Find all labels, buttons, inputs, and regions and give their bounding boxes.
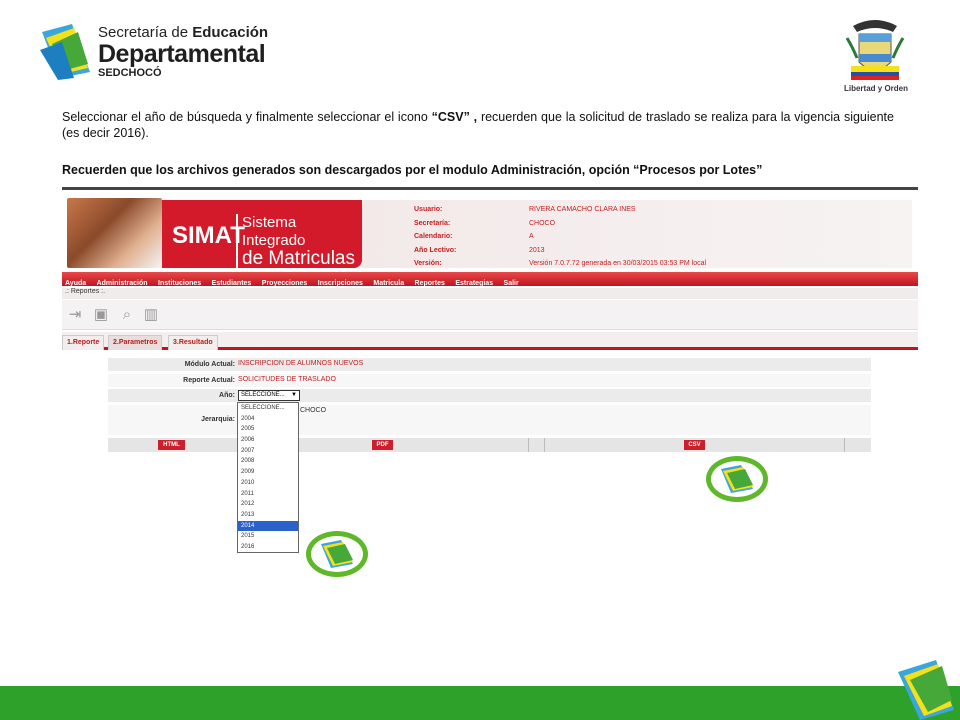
modulo-value: INSCRIPCION DE ALUMNOS NUEVOS [238,360,364,367]
sed-choco-logo [38,20,278,82]
simat-banner [62,196,918,272]
menu-instituciones[interactable]: Instituciones [158,280,202,287]
info-value: A [529,233,534,240]
main-menu [62,272,918,286]
menu-administracion[interactable]: Administración [96,280,148,287]
menu-reportes[interactable]: Reportes [414,280,445,287]
menu-proyecciones[interactable]: Proyecciones [261,280,308,287]
reporte-label: Reporte Actual: [183,377,235,384]
info-row [414,220,706,234]
menu-estudiantes[interactable]: Estudiantes [211,280,252,287]
menu-estrategias[interactable]: Estrategias [455,280,494,287]
simat-sub1: Sistema Integrado [242,214,306,249]
html-button[interactable]: HTML [158,440,185,450]
simat-screenshot [62,187,918,353]
import-icon[interactable]: ⇥ [68,306,82,323]
crest-caption: Libertad y Orden [843,84,908,93]
dropdown-option[interactable]: 2009 [241,469,255,476]
reporte-value: SOLICITUDES DE TRASLADO [238,376,336,383]
dropdown-option[interactable]: 2016 [241,543,255,550]
pdf-button[interactable]: PDF [372,440,393,450]
anio-select[interactable] [238,390,300,401]
anio-select-value: SELECCIONE... [241,392,285,398]
anio-row [108,389,871,402]
user-info [414,206,706,274]
dropdown-option-selected[interactable]: 2014 [238,521,298,532]
dropdown-option[interactable]: 2006 [241,437,255,444]
footer-logo-icon [896,650,960,720]
anio-dropdown-list [237,402,299,553]
tabs [62,332,918,350]
search-icon[interactable]: ⌕ [122,306,132,323]
simat-subtitle [236,214,362,268]
simat-sub2: de Matriculas [242,248,355,269]
info-value: 2013 [529,246,545,254]
info-label: Secretaría: [414,219,451,227]
simat-logo [162,200,362,268]
simat-word: SIMAT [172,222,245,249]
logo-subtitle: SEDCHOCÓ [98,67,162,79]
reporte-row [108,374,871,387]
save-icon[interactable]: ▣ [93,306,109,323]
instruction-note: Recuerden que los archivos generados son descargados por el modulo Administración, opción “Procesos por Lotes” [62,163,763,177]
dropdown-option[interactable]: 2004 [241,415,255,422]
dropdown-option[interactable]: 2010 [241,479,255,486]
instruction-text-b: recuerden que la solicitud de traslado se realiza para la vigencia siguiente (es decir 2016). [62,110,894,140]
divider [544,438,545,452]
divider [528,438,529,452]
info-row [414,233,706,247]
year-highlight-circle [306,531,368,577]
export-buttons-row [108,438,871,452]
csv-button[interactable]: CSV [684,440,705,450]
dropdown-option[interactable]: 2012 [241,501,255,508]
info-row [414,247,706,261]
info-value: RIVERA CAMACHO CLARA INES [529,206,636,213]
dropdown-option[interactable]: SELECCIONE... [241,405,285,411]
footer-bar [0,686,960,720]
modulo-row [108,358,871,371]
csv-highlight-circle [706,456,768,502]
dropdown-option[interactable]: 2008 [241,458,255,465]
info-value: Versión 7.0.7.72 generada en 30/03/2015 03:53 PM local [529,260,707,267]
toolbar [62,300,918,330]
instruction-csv-bold: “CSV” , [431,110,478,124]
menu-salir[interactable]: Salir [503,280,519,287]
logo-line1-bold: Educación [192,24,269,41]
chevron-down-icon: ▼ [291,392,297,398]
info-label: Usuario: [414,206,443,213]
info-label: Calendario: [414,233,453,240]
anio-label: Año: [219,392,235,399]
logo-book-icon [38,20,100,82]
dropdown-option[interactable]: 2011 [241,490,254,497]
info-value: CHOCO [529,219,556,227]
instruction-paragraph [62,109,894,141]
logo-line1-prefix: Secretaría de [98,24,193,41]
trash-icon[interactable]: ▥ [143,306,159,323]
jerarquia-value: CHOCO [300,407,327,414]
info-label: Año Lectivo: [414,246,457,254]
menu-matricula[interactable]: Matricula [373,280,405,287]
jerarquia-label: Jerarquia: [201,416,235,423]
book-icon [711,461,763,497]
breadcrumb: .: Reportes :. [62,288,918,299]
dropdown-option[interactable]: 2015 [241,533,255,540]
logo-title: Departamental [98,40,266,68]
tab-resultado[interactable]: 3.Resultado [168,335,218,350]
info-label: Versión: [414,260,442,267]
menu-inscripciones[interactable]: Inscripciones [317,280,363,287]
menu-ayuda[interactable]: Ayuda [65,280,87,287]
dropdown-option[interactable]: 2005 [241,426,255,433]
tab-parametros[interactable]: 2.Parametros [108,335,162,350]
dropdown-option[interactable]: 2007 [241,447,255,454]
student-photo [67,198,162,268]
book-icon [311,536,363,572]
info-row [414,206,706,220]
instruction-text-a: Seleccionar el año de búsqueda y finalmente seleccionar el icono [62,110,432,124]
jerarquia-row [108,405,871,435]
dropdown-option[interactable]: 2013 [241,511,255,518]
modulo-label: Módulo Actual: [184,361,235,368]
divider [844,438,845,452]
tab-reporte[interactable]: 1.Reporte [62,335,104,350]
